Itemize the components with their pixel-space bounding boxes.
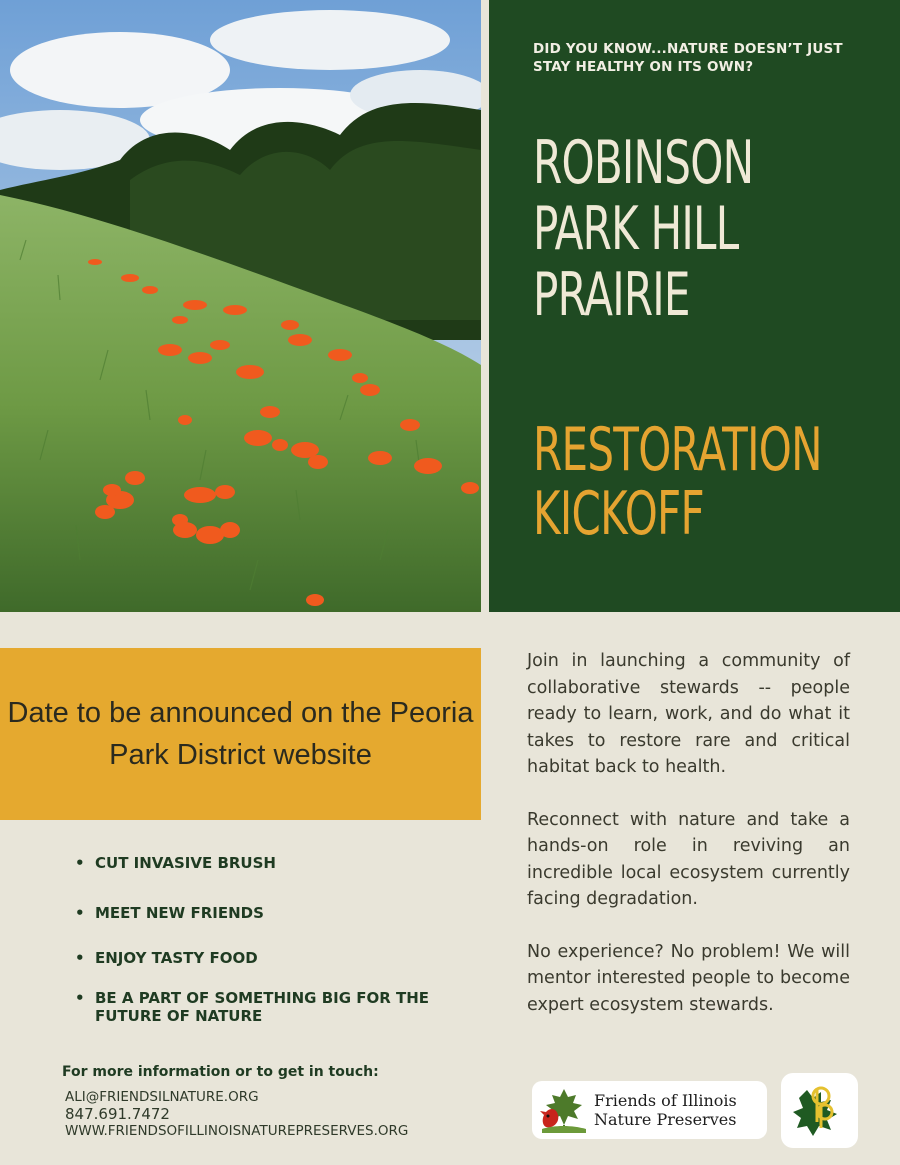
friends-logo-text <box>594 1091 737 1129</box>
friends-logo <box>532 1081 767 1139</box>
event-subtitle: RESTORATION KICKOFF <box>533 415 822 549</box>
contact-info <box>62 1063 482 1140</box>
contact-heading: For more information or to get in touch: <box>62 1064 379 1080</box>
phone-number[interactable]: 847.691.7472 <box>65 1105 170 1123</box>
website-link[interactable]: WWW.FRIENDSOFILLINOISNATUREPRESERVES.ORG <box>65 1123 409 1139</box>
prairie-photo <box>0 0 481 612</box>
event-title: ROBINSON PARK HILL PRAIRIE <box>533 128 754 330</box>
tagline: DID YOU KNOW...NATURE DOESN’T JUST STAY HEALTHY ON ITS OWN? <box>533 41 843 75</box>
oak-leaf-cardinal-icon <box>538 1085 590 1135</box>
list-item: • BE A PART OF SOMETHING BIG FOR THE FUTURE OF NATURE <box>75 989 435 1025</box>
description <box>527 648 850 1044</box>
list-item: • CUT INVASIVE BRUSH <box>75 854 435 872</box>
description-paragraph: Reconnect with nature and take a hands-on role in reviving an incredible local ecosystem currently facing degradation. <box>527 809 850 909</box>
list-item: • ENJOY TASTY FOOD <box>75 949 435 967</box>
description-paragraph: No experience? No problem! We will mentor interested people to become expert ecosystem stewards. <box>527 941 850 1015</box>
email-link[interactable]: ALI@FRIENDSILNATURE.ORG <box>65 1089 259 1105</box>
friends-logo-line2: Nature Preserves <box>594 1110 737 1129</box>
list-item: • MEET NEW FRIENDS <box>75 904 435 922</box>
description-paragraph: Join in launching a community of collaborative stewards -- people ready to learn, work, and do what it takes to restore rare and critical habitat back to health. <box>527 651 850 777</box>
date-banner <box>0 648 481 820</box>
title-panel <box>489 0 900 612</box>
activities-list <box>75 852 435 1025</box>
park-district-logo <box>781 1073 858 1148</box>
oak-leaf-monogram-icon <box>787 1078 853 1144</box>
friends-logo-line1: Friends of Illinois <box>594 1091 737 1110</box>
date-text: Date to be announced on the Peoria Park District website <box>7 697 474 771</box>
